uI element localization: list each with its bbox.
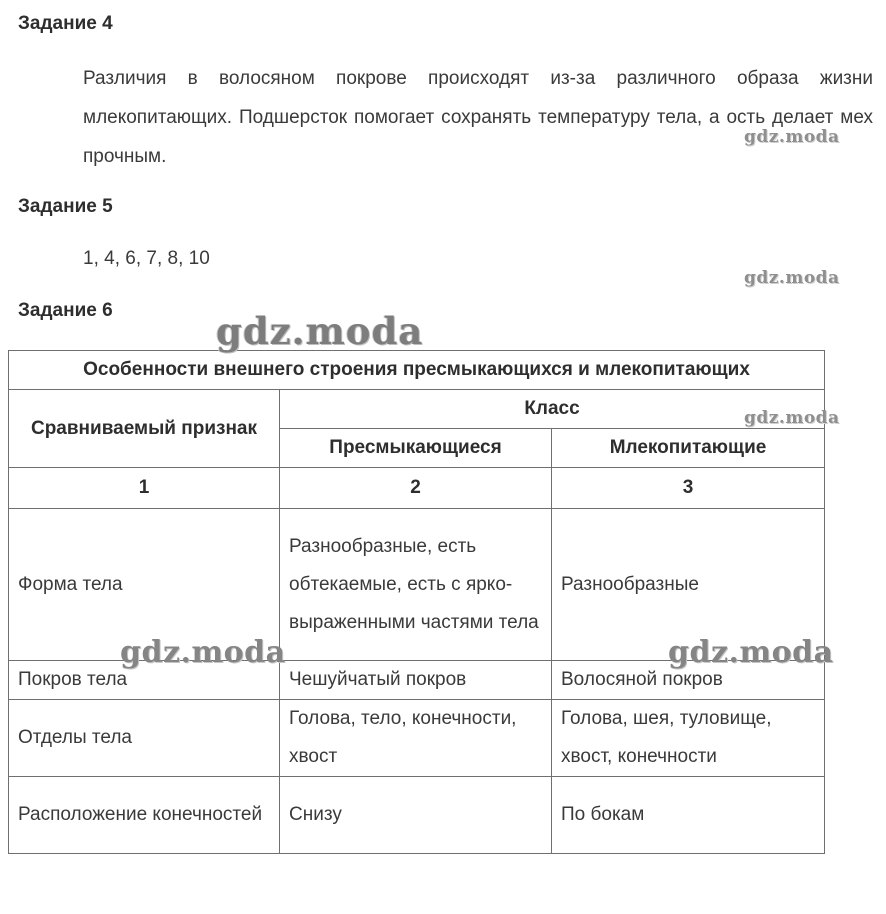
reptiles-column-header: Пресмыкающиеся <box>280 429 552 468</box>
feature-cell: Расположение конечностей <box>9 777 280 854</box>
feature-cell: Форма тела <box>9 509 280 661</box>
feature-cell: Отделы тела <box>9 700 280 777</box>
watermark: gdz.moda <box>744 127 840 147</box>
watermark: gdz.moda <box>744 408 840 428</box>
task5-heading: Задание 5 <box>18 196 113 217</box>
comparison-table <box>8 350 825 854</box>
mammals-column-header: Млекопитающие <box>552 429 825 468</box>
watermark: gdz.moda <box>120 635 286 670</box>
task6-heading: Задание 6 <box>18 300 113 321</box>
table-row <box>9 777 825 854</box>
reptiles-cell: Снизу <box>280 777 552 854</box>
class-column-header: Класс <box>280 390 825 429</box>
mammals-cell: Волосяной покров <box>552 661 825 700</box>
column-number: 3 <box>552 468 825 509</box>
mammals-cell: Разнообразные <box>552 509 825 661</box>
task4-heading: Задание 4 <box>18 13 113 34</box>
watermark: gdz.moda <box>744 268 840 288</box>
feature-cell: Покров тела <box>9 661 280 700</box>
table-row <box>9 700 825 777</box>
reptiles-cell: Голова, тело, конечности, хвост <box>280 700 552 777</box>
column-number: 1 <box>9 468 280 509</box>
table-caption: Особенности внешнего строения пресмыкающихся и млекопитающих <box>9 351 825 390</box>
column-number: 2 <box>280 468 552 509</box>
mammals-cell: Голова, шея, туловище, хвост, конечности <box>552 700 825 777</box>
task4-text: Различия в волосяном покрове происходят из-за различного образа жизни млекопитающих. Подшерсток помогает сохранять температуру тела, а ость делает мех прочным. <box>83 68 873 167</box>
reptiles-cell: Разнообразные, есть обтекаемые, есть с ярко-выраженными частями тела <box>280 509 552 661</box>
feature-column-header: Сравниваемый признак <box>9 390 280 468</box>
watermark: gdz.moda <box>668 635 834 670</box>
watermark: gdz.moda <box>216 309 424 353</box>
reptiles-cell: Чешуйчатый покров <box>280 661 552 700</box>
mammals-cell: По бокам <box>552 777 825 854</box>
column-number-row <box>9 468 825 509</box>
task5-answer: 1, 4, 6, 7, 8, 10 <box>83 248 210 269</box>
